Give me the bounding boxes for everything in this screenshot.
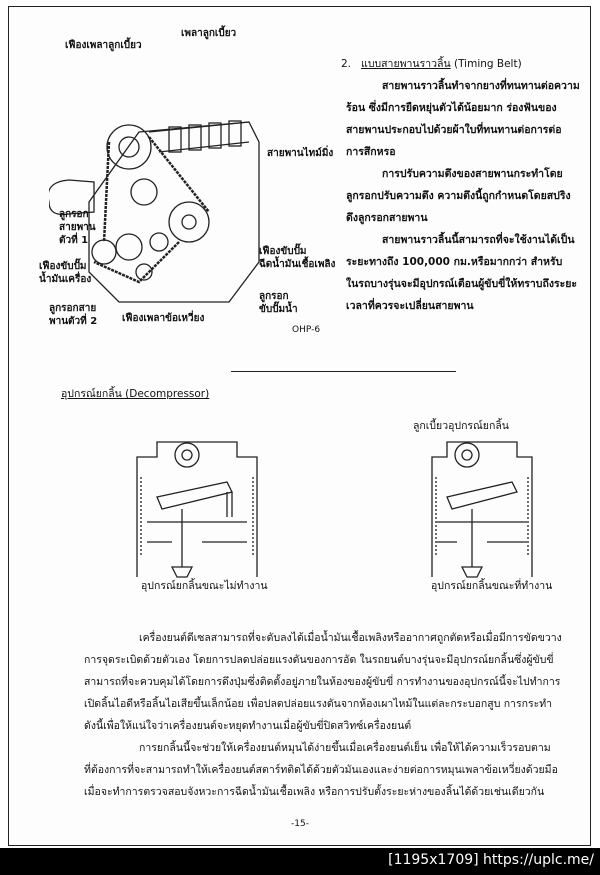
label-line: ฉีดน้ำมันเชื้อเพลิง xyxy=(259,259,336,270)
text-line: สายพานราวลิ้นนี้สามารถที่จะใช้งานได้เป็น xyxy=(382,234,575,246)
section-2-heading xyxy=(341,53,522,75)
text-line: สายพานประกอบไปด้วยผ้าใบที่ทนทานต่อการต่อ xyxy=(346,124,562,136)
label-timing-belt: สายพานไทม์มิ่ง xyxy=(267,148,334,159)
body-line: การยกลิ้นนี้จะช่วยให้เครื่องยนต์หมุนได้ง่ายขึ้นเมื่อเครื่องยนต์เย็น เพื่อให้ได้ความเร็วรอบตาม xyxy=(139,742,551,754)
label-crank-gear: เฟืองเพลาข้อเหวี่ยง xyxy=(122,313,205,324)
label-injection-pump-gear xyxy=(259,245,335,271)
section-title-en: (Timing Belt) xyxy=(453,58,522,70)
label-decompressor-cam: ลูกเบี้ยวอุปกรณ์ยกลิ้น xyxy=(413,420,509,432)
body-line: สามารถที่จะควบคุมได้โดยการดึงปุ่มซึ่งติดตั้งอยู่ภายในห้องของผู้ขับขี่ การทำงานของอุปกรณ์นี้จะไปทำการ xyxy=(84,676,561,688)
divider xyxy=(231,371,456,372)
figure-id: OHP-6 xyxy=(292,325,321,335)
label-line: เฟืองขับปั๊ม xyxy=(39,261,87,272)
section-number: 2. xyxy=(341,58,352,70)
document-page xyxy=(8,6,591,846)
label-line: ลูกรอกสาย xyxy=(49,303,97,314)
section-title: แบบสายพานราวลิ้น xyxy=(361,58,451,70)
label-line: ลูกรอก xyxy=(259,291,289,302)
decompressor-off-diagram xyxy=(127,437,267,582)
body-line: เครื่องยนต์ดีเซลสามารถที่จะดับลงได้เมื่อน้ำมันเชื้อเพลิงหรืออากาศถูกตัดหรือเมื่อมีการขัดขวาง xyxy=(139,632,562,644)
label-line: ตัวที่ 1 xyxy=(59,235,89,246)
body-line: การจุดระเบิดด้วยตัวเอง โดยการปลดปล่อยแรงดันของการอัด ในรถยนต์บางรุ่นจะมีอุปกรณ์ยกลิ้นซึ่งผู้ขับขี่ xyxy=(84,654,554,666)
text-line: การสึกหรอ xyxy=(346,146,396,158)
text-line: ในรถบางรุ่นจะมีอุปกรณ์เตือนผู้ขับขี่ให้ทราบถึงระยะ xyxy=(346,278,578,290)
text-line: เวลาที่ควรจะเปลี่ยนสายพาน xyxy=(346,300,474,312)
label-idler-2 xyxy=(49,302,97,328)
label-camshaft-gear: เฟืองเพลาลูกเบี้ยว xyxy=(65,40,142,51)
label-line: ขับปั๊มน้ำ xyxy=(259,304,298,315)
caption-decompressor-on: อุปกรณ์ยกลิ้นขณะที่ทำงาน xyxy=(431,580,553,592)
watermark-bar xyxy=(0,848,600,875)
body-line: เปิดลิ้นไอดีหรือลิ้นไอเสียขึ้นเล็กน้อย เพื่อปลดปล่อยแรงดันจากห้องเผาไหม้ในแต่ละกระบอกสูบ การกระทำ xyxy=(84,698,553,710)
decompressor-heading: อุปกรณ์ยกลิ้น (Decompressor) xyxy=(61,388,210,400)
text-line: ระยะทางถึง 100,000 กม.หรือมากกว่า สำหรับ xyxy=(346,256,563,268)
label-oil-pump-gear xyxy=(39,260,91,286)
label-water-pump-pulley xyxy=(259,290,298,316)
label-line: สายพาน xyxy=(59,222,96,233)
label-line: น้ำมันเครื่อง xyxy=(39,274,92,285)
watermark-text: [1195x1709] https://uplc.me/ xyxy=(388,852,594,868)
label-camshaft: เพลาลูกเบี้ยว xyxy=(181,28,237,39)
text-line: สายพานราวลิ้นทำจากยางที่ทนทานต่อความ xyxy=(382,80,580,92)
body-line: เมื่อจะทำการตรวจสอบจังหวะการฉีดน้ำมันเชื้อเพลิง หรือการปรับตั้งระยะห่างของลิ้นได้ด้วยเช่นเดียวกัน xyxy=(84,786,545,798)
label-line: ลูกรอก xyxy=(59,209,89,220)
decompressor-on-diagram xyxy=(427,437,537,582)
text-line: ร้อน ซึ่งมีการยืดหยุ่นตัวได้น้อยมาก ร่องฟันของ xyxy=(346,102,557,114)
body-line: ที่ต้องการที่จะสามารถทำให้เครื่องยนต์สตาร์ทติดได้ด้วยตัวมันเองและง่ายต่อการหมุนเพลาข้อเหวี่ยงด้วยมือ xyxy=(84,764,558,776)
label-line: พานตัวที่ 2 xyxy=(49,316,98,327)
text-line: การปรับความตึงของสายพานกระทำโดย xyxy=(382,168,563,180)
body-line: ดังนี้เพื่อให้แน่ใจว่าเครื่องยนต์จะหยุดทำงานเมื่อผู้ขับขี่ปิดสวิทซ์เครื่องยนต์ xyxy=(84,720,412,732)
caption-decompressor-off: อุปกรณ์ยกลิ้นขณะไม่ทำงาน xyxy=(141,580,268,592)
page-number: -15- xyxy=(291,819,309,829)
label-line: เฟืองขับปั๊ม xyxy=(259,246,307,257)
label-idler-1 xyxy=(59,208,96,247)
text-line: ลูกรอกปรับความตึง ความตึงนี้ถูกกำหนดโดยสปริง xyxy=(346,190,571,202)
text-line: ดึงลูกรอกสายพาน xyxy=(346,212,428,224)
